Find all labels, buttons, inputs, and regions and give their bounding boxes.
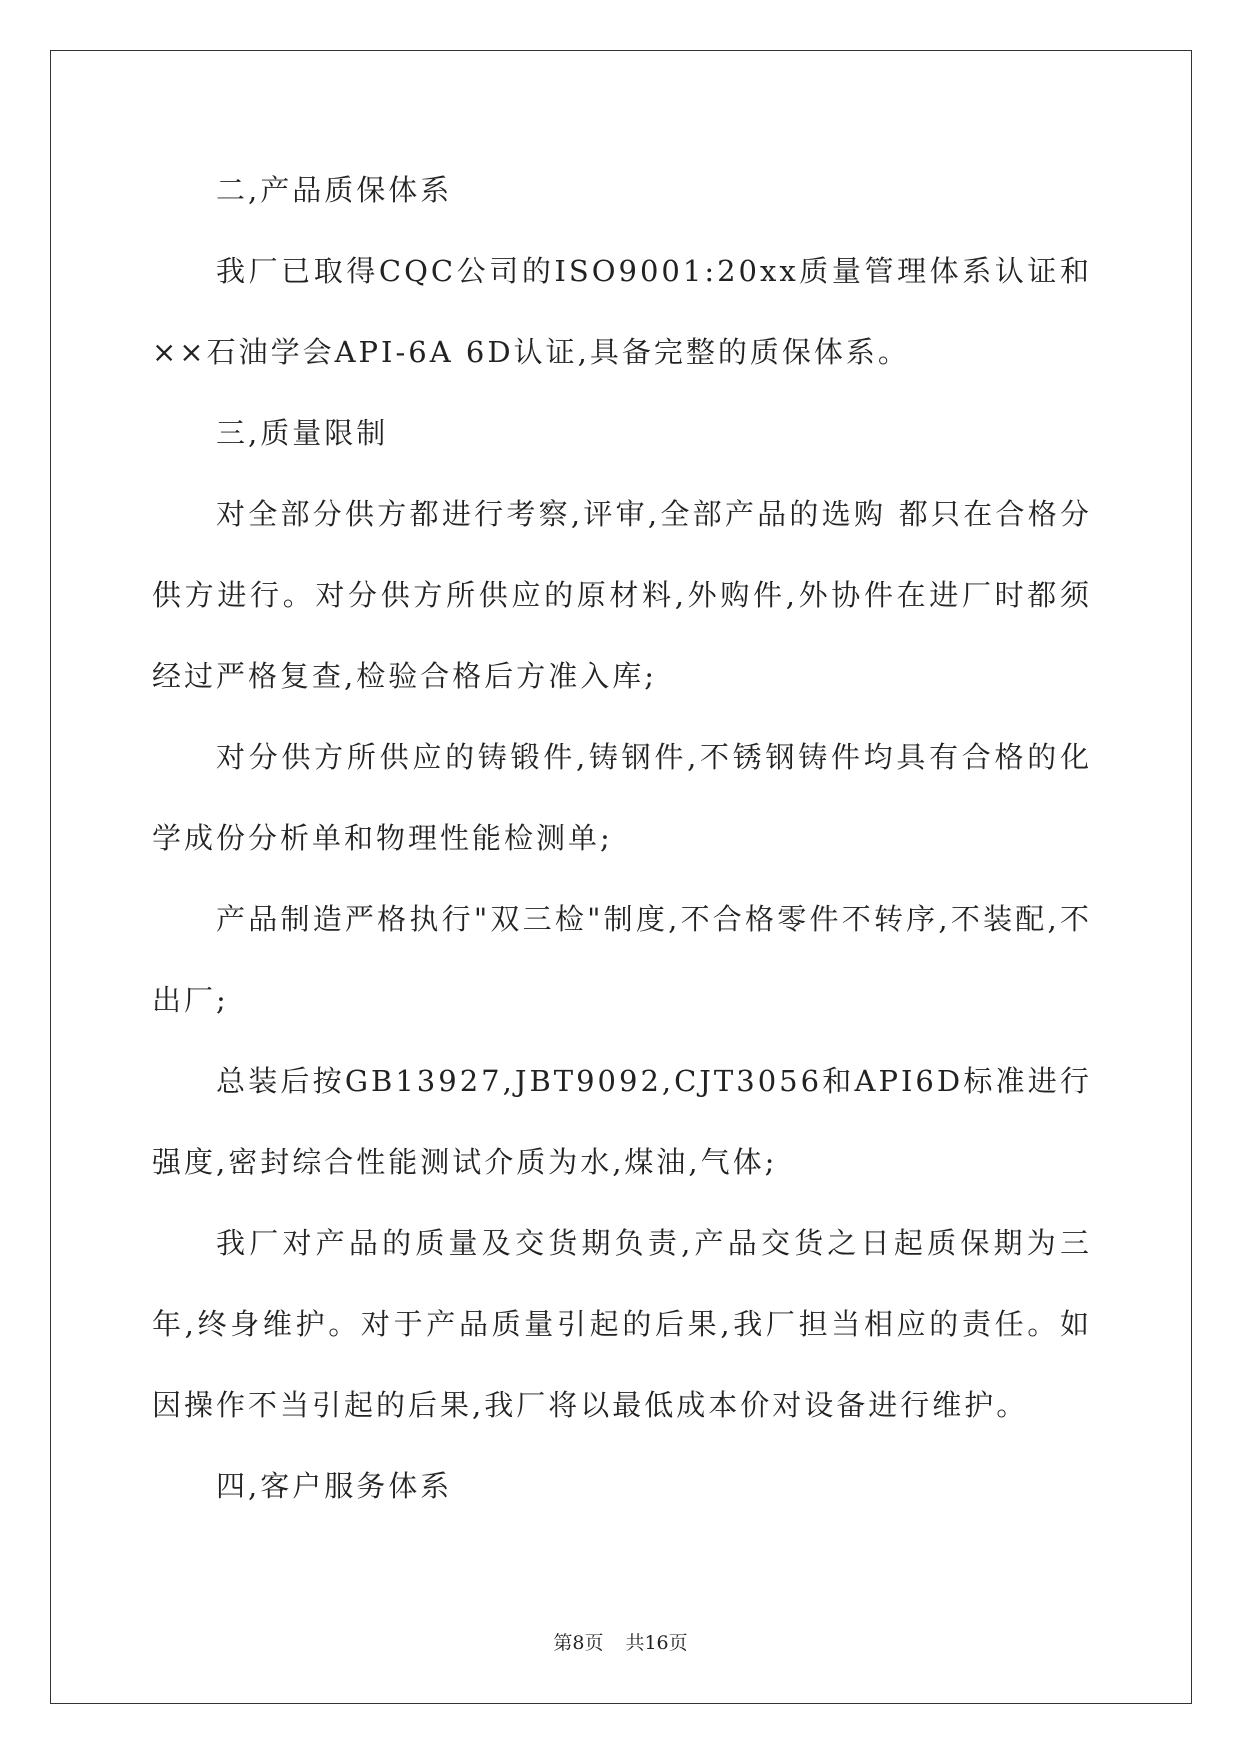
paragraph-supplier-review: 对全部分供方都进行考察,评审,全部产品的选购 都只在合格分供方进行。对分供方所供应的原材料,外购件,外协件在进厂时都须经过严格复查,检验合格后方准入库; [152, 497, 1092, 693]
page-footer [0, 1628, 1241, 1655]
paragraph-certification: 我厂已取得CQC公司的ISO9001:20xx质量管理体系认证和××石油学会API-6A 6D认证,具备完整的质保体系。 [152, 254, 1092, 369]
paragraph-testing: 总装后按GB13927,JBT9092,CJT3056和API6D标准进行强度,密封综合性能测试介质为水,煤油,气体; [152, 1064, 1092, 1179]
paragraph-warranty: 我厂对产品的质量及交货期负责,产品交货之日起质保期为三年,终身维护。对于产品质量引起的后果,我厂担当相应的责任。如因操作不当引起的后果,我厂将以最低成本价对设备进行维护。 [152, 1226, 1092, 1422]
document-body [152, 150, 1092, 1527]
page-total: 共16页 [625, 1632, 688, 1654]
section-heading-quality-system: 二,产品质保体系 [216, 173, 453, 207]
page-number: 第8页 [553, 1632, 604, 1654]
section-heading-customer-service: 四,客户服务体系 [216, 1469, 453, 1503]
section-heading-quality-control: 三,质量限制 [216, 416, 389, 450]
paragraph-castings: 对分供方所供应的铸锻件,铸钢件,不锈钢铸件均具有合格的化学成份分析单和物理性能检测单; [152, 740, 1092, 855]
paragraph-manufacturing: 产品制造严格执行"双三检"制度,不合格零件不转序,不装配,不出厂; [152, 902, 1092, 1017]
